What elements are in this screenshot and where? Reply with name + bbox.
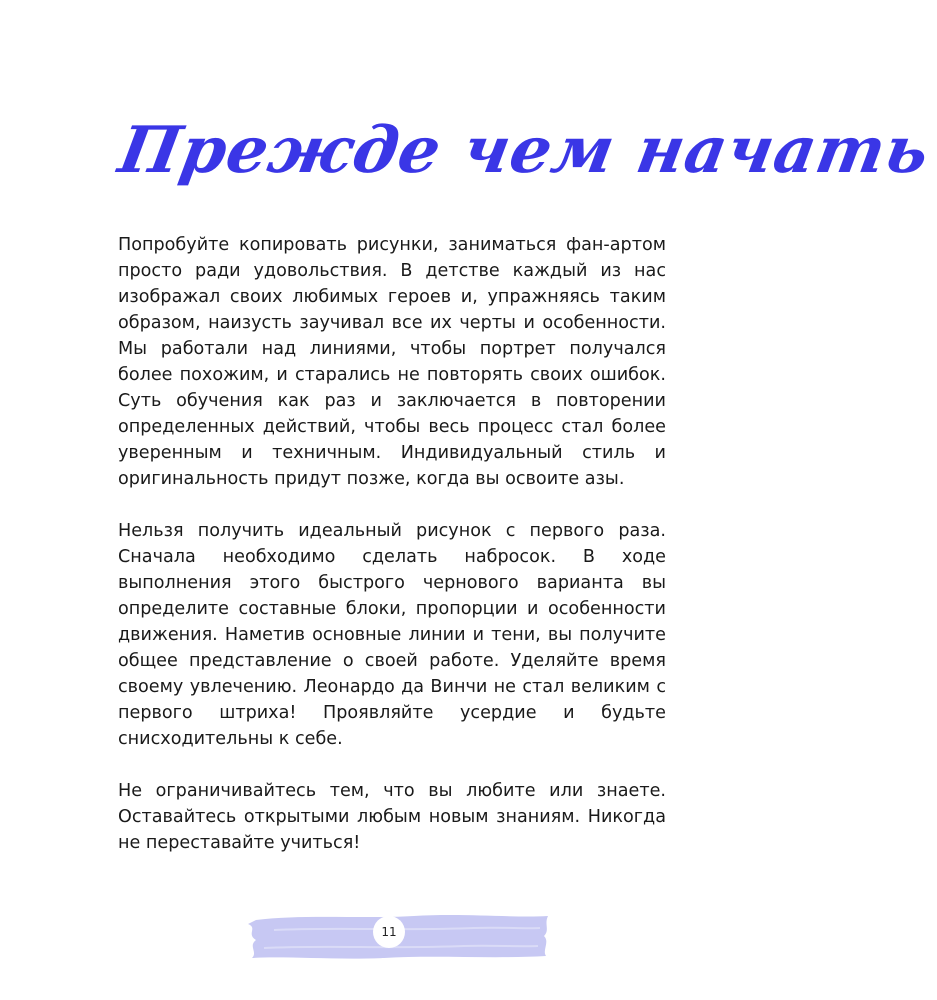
- page-number: 11: [373, 916, 405, 948]
- page-title: Прежде чем начать: [113, 113, 936, 188]
- paragraph-3: Не ограничивайтесь тем, что вы любите или знаете. Оставайтесь открытыми любым новым знаниям. Никогда не переставайте учиться!: [118, 781, 666, 853]
- paragraph-2: Нельзя получить идеальный рисунок с первого раза. Сначала необходимо сделать набросок. В ходе выполнения этого быстрого чернового варианта вы определите составные блоки, пропорции и особенности движения. Наметив основные линии и тени, вы получите общее представление о своей работе. Уделяйте время своему увлечению. Леонардо да Винчи не стал великим с первого штриха! Проявляйте усердие и будьте снисходительны к себе.: [118, 521, 666, 749]
- paragraph-1: Попробуйте копировать рисунки, заниматься фан-артом просто ради удовольствия. В детстве каждый из нас изображал своих любимых героев и, упражняясь таким образом, наизусть заучивал все их черты и особенности. Мы работали над линиями, чтобы портрет получался более похожим, и старались не повторять своих ошибок. Суть обучения как раз и заключается в повторении определенных действий, чтобы весь процесс стал более уверенным и техничным. Индивидуальный стиль и оригинальность придут позже, когда вы освоите азы.: [118, 235, 666, 489]
- body-text: [118, 232, 666, 856]
